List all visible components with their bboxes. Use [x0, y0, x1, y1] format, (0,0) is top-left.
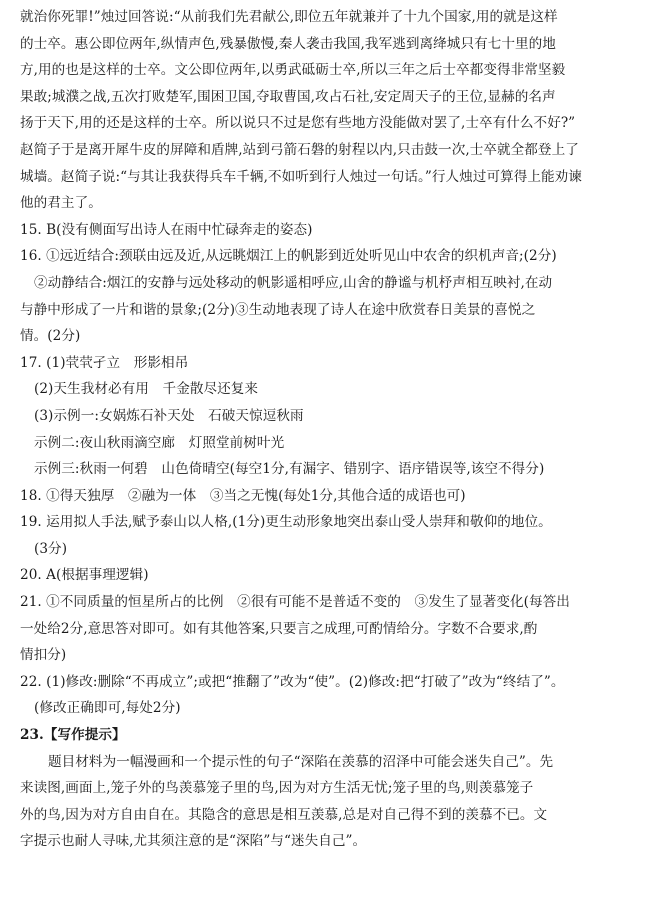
text-line: 示例二:夜山秋雨滴空廊 灯照堂前树叶光: [34, 434, 285, 451]
answer-16: 16. ①远近结合:颈联由远及近,从远眺烟江上的帆影到近处听见山中农舍的织机声音;(2分): [20, 248, 557, 265]
answer-20: 20. A(根据事理逻辑): [20, 567, 149, 584]
text-line: 题目材料为一幅漫画和一个提示性的句子“深陷在羡慕的沼泽中可能会迷失自己”。先: [48, 753, 554, 770]
text-line: (3)示例一:女娲炼石补天处 石破天惊逗秋雨: [34, 407, 304, 424]
text-line: (修改正确即可,每处2分): [34, 700, 181, 717]
text-line: (2)天生我材必有用 千金散尽还复来: [34, 381, 259, 398]
text-line: 方,用的也是这样的士卒。文公即位两年,以勇武砥砺士卒,所以三年之后士卒都变得非常坚毅: [20, 62, 566, 79]
text-line: 与静中形成了一片和谐的景象;(2分)③生动地表现了诗人在途中欣赏春日美景的喜悦之: [20, 301, 536, 318]
text-line: 城墙。赵简子说:“与其让我获得兵车千辆,不如听到行人烛过一句话。”行人烛过可算得上能劝谏: [20, 168, 582, 185]
answer-19: 19. 运用拟人手法,赋予泰山以人格,(1分)更生动形象地突出泰山受人崇拜和敬仰的地位。: [20, 514, 552, 531]
answer-document: [20, 4, 632, 858]
answer-22: 22. (1)修改:删除“不再成立”;或把“推翻了”改为“使”。(2)修改:把“打破了”改为“终结了”。: [20, 673, 565, 690]
text-line: 他的君主了。: [20, 195, 102, 212]
text-line: 情。(2分): [20, 328, 81, 345]
text-line: 的士卒。惠公即位两年,纵情声色,残暴傲慢,秦人袭击我国,我军逃到离绛城只有七十里的地: [20, 35, 556, 52]
text-line: 字提示也耐人寻味,尤其须注意的是“深陷”与“迷失自己”。: [20, 833, 367, 850]
answer-15: 15. B(没有侧面写出诗人在雨中忙碌奔走的姿态): [20, 221, 313, 238]
text-line: (3分): [34, 540, 68, 557]
text-line: 示例三:秋雨一何碧 山色倚晴空(每空1分,有漏字、错别字、语序错误等,该空不得分): [34, 461, 545, 478]
answer-18: 18. ①得天独厚 ②融为一体 ③当之无愧(每处1分,其他合适的成语也可): [20, 487, 466, 504]
answer-23-heading: 23.【写作提示】: [20, 727, 126, 744]
text-line: 外的鸟,因为对方自由自在。其隐含的意思是相互羡慕,总是对自己得不到的羡慕不已。文: [20, 806, 548, 823]
text-line: 扬于天下,用的还是这样的士卒。所以说只不过是您有些地方没能做对罢了,士卒有什么不好?”: [20, 115, 576, 132]
text-line: 一处给2分,意思答对即可。如有其他答案,只要言之成理,可酌情给分。字数不合要求,酌: [20, 620, 538, 637]
text-line: 赵简子于是离开犀牛皮的屏障和盾牌,站到弓箭石磐的射程以内,只击鼓一次,士卒就全都登上了: [20, 141, 579, 158]
answer-21: 21. ①不同质量的恒星所占的比例 ②很有可能不是普适不变的 ③发生了显著变化(每答出: [20, 594, 570, 611]
text-line: 来读图,画面上,笼子外的鸟羡慕笼子里的鸟,因为对方生活无忧;笼子里的鸟,则羡慕笼子: [20, 780, 534, 797]
answer-17: 17. (1)茕茕孑立 形影相吊: [20, 354, 189, 371]
text-line: 情扣分): [20, 647, 67, 664]
text-line: 就治你死罪!”烛过回答说:“从前我们先君献公,即位五年就兼并了十九个国家,用的就是这样: [20, 9, 558, 25]
text-line: ②动静结合:烟江的安静与远处移动的帆影遥相呼应,山舍的静谧与机杼声相互映衬,在动: [34, 274, 553, 291]
text-line: 果敢;城濮之战,五次打败楚军,围困卫国,夺取曹国,攻占石社,安定周天子的王位,显赫的名声: [20, 88, 556, 105]
